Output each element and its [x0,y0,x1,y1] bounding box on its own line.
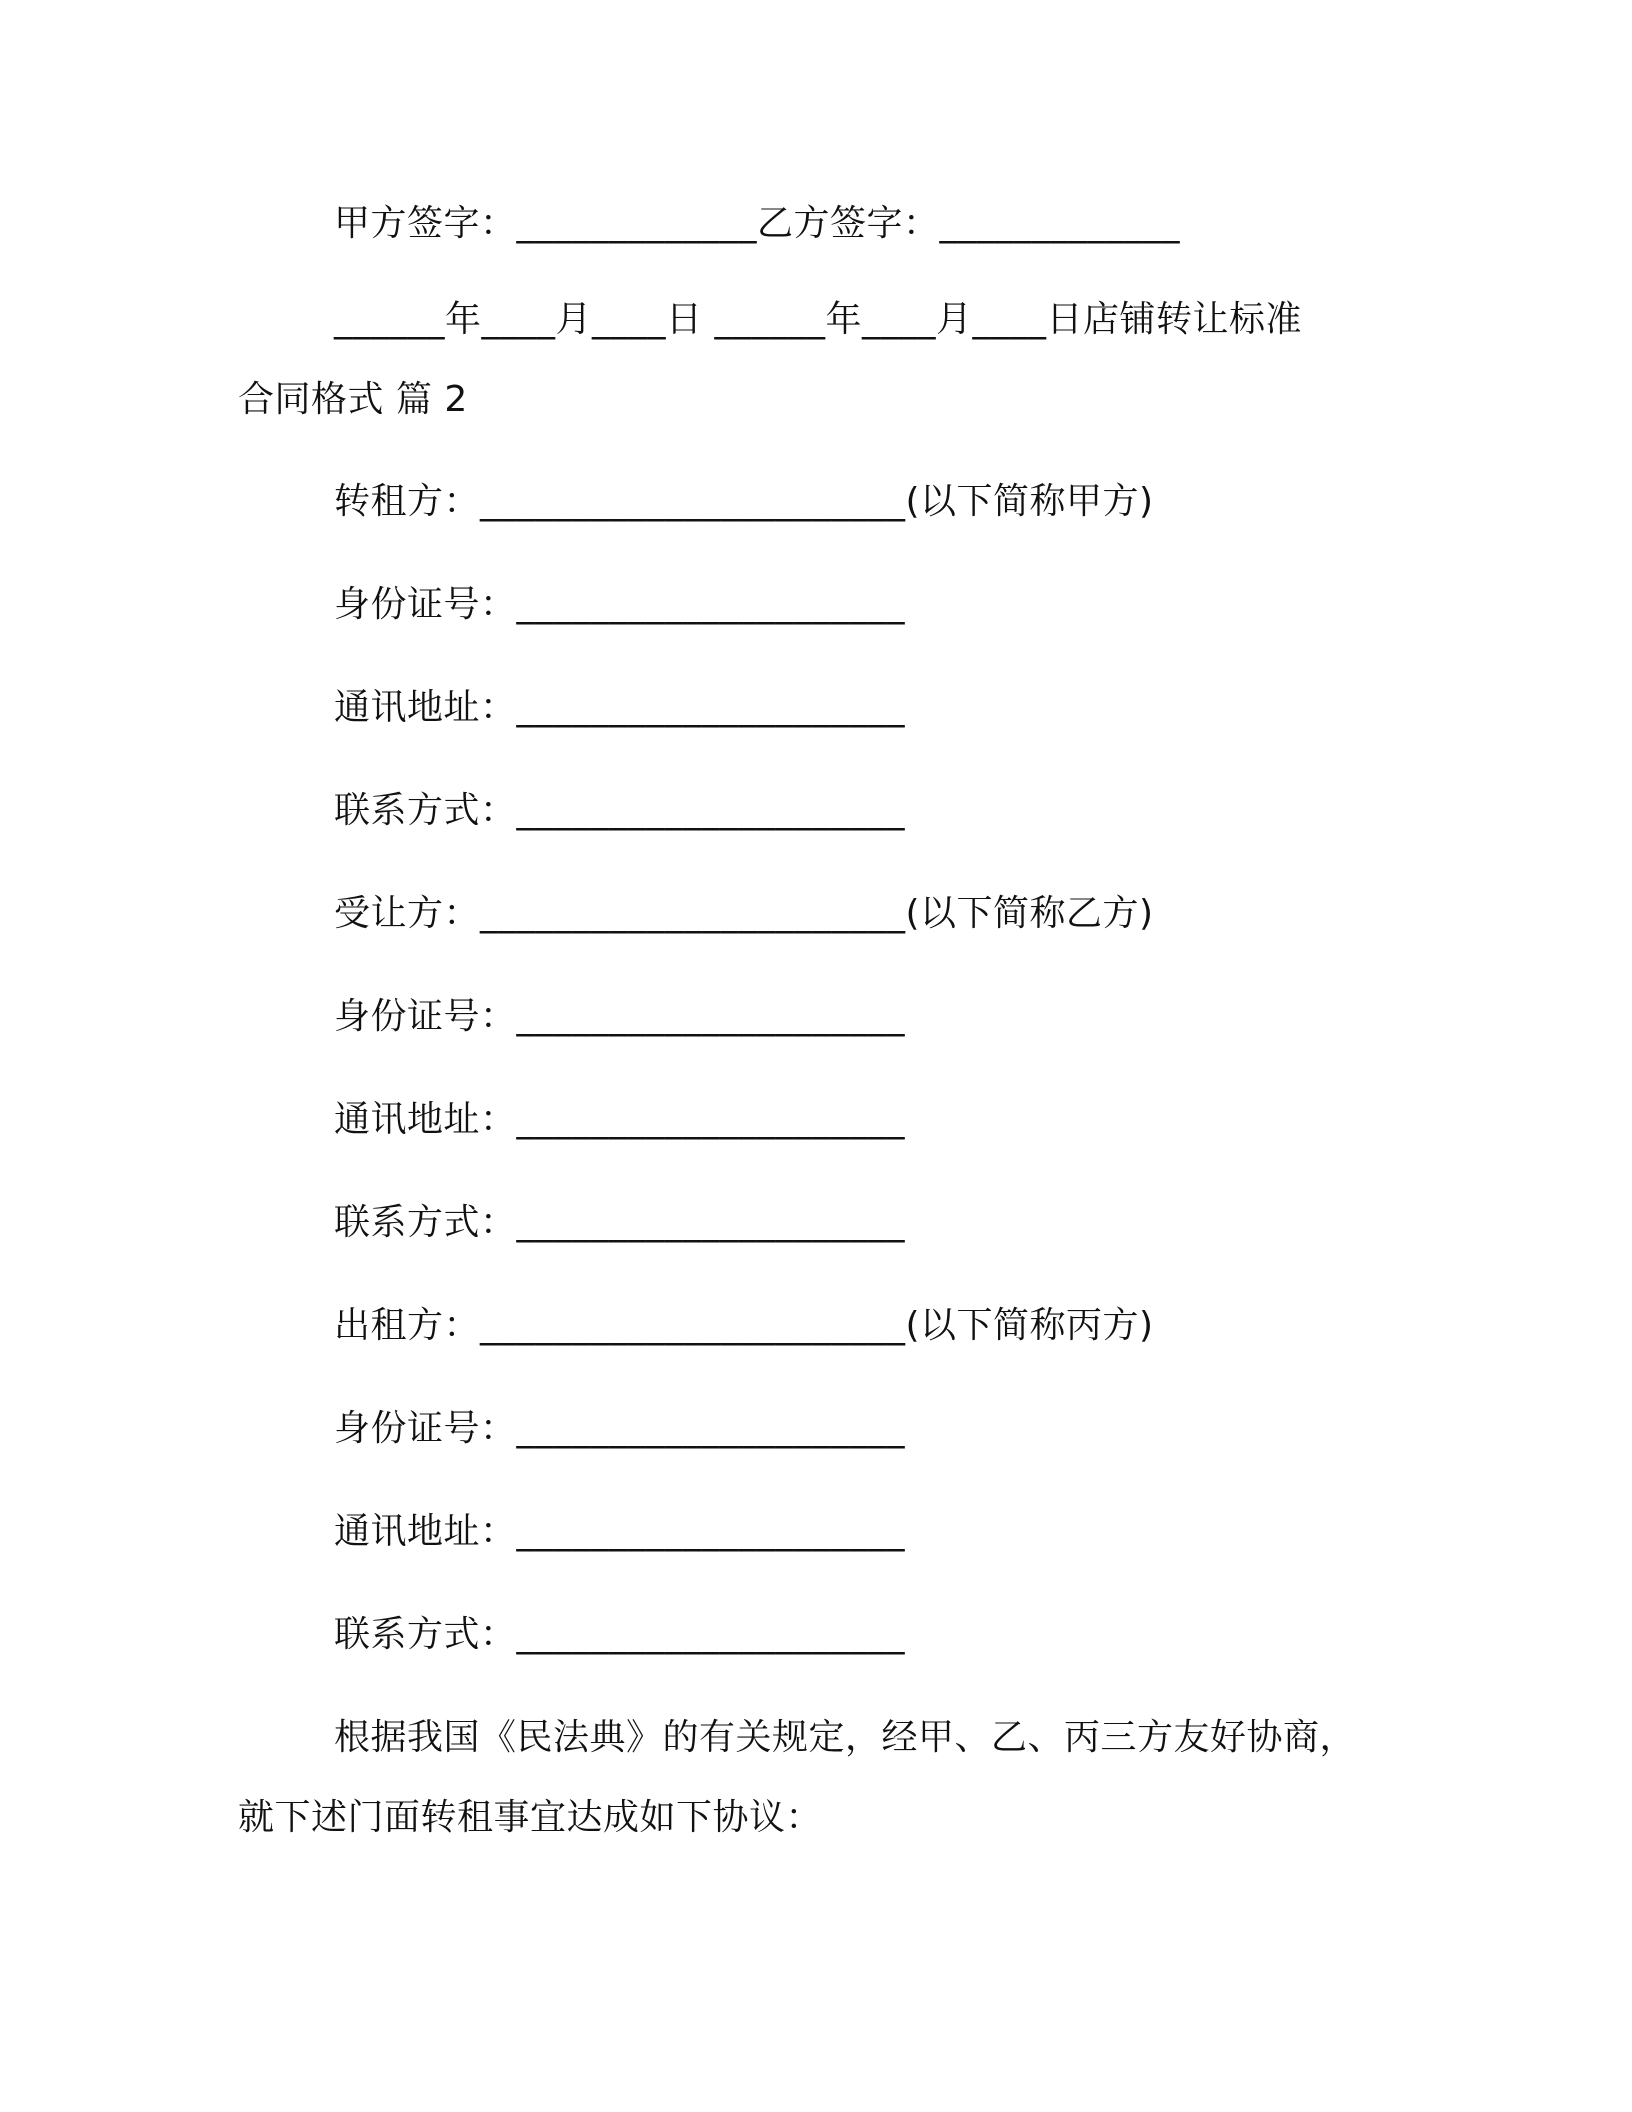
transferee-contact-field: 联系方式：_____________________ [334,1202,906,1243]
agreement-paragraph-line-2: 就下述门面转租事宜达成如下协议： [238,1797,823,1838]
transferee-id-field: 身份证号：_____________________ [334,996,906,1037]
transferee-address-field: 通讯地址：_____________________ [334,1099,906,1140]
sublessor-field: 转租方：_______________________(以下简称甲方) [334,481,1154,522]
lessor-field: 出租方：_______________________(以下简称丙方) [334,1305,1154,1346]
date-line: ______年____月____日 ______年____月____日店铺转让标准 [334,299,1302,340]
lessor-address-field: 通讯地址：_____________________ [334,1511,906,1552]
agreement-paragraph-line-1: 根据我国《民法典》的有关规定，经甲、乙、丙三方友好协商， [334,1717,1357,1758]
sublessor-id-field: 身份证号：_____________________ [334,584,906,625]
sublessor-contact-field: 联系方式：_____________________ [334,790,906,831]
section-title: 合同格式 篇 2 [238,379,468,420]
signature-line: 甲方签字：_____________乙方签字：_____________ [334,203,1181,244]
lessor-contact-field: 联系方式：_____________________ [334,1614,906,1655]
lessor-id-field: 身份证号：_____________________ [334,1408,906,1449]
sublessor-address-field: 通讯地址：_____________________ [334,687,906,728]
transferee-field: 受让方：_______________________(以下简称乙方) [334,893,1154,934]
